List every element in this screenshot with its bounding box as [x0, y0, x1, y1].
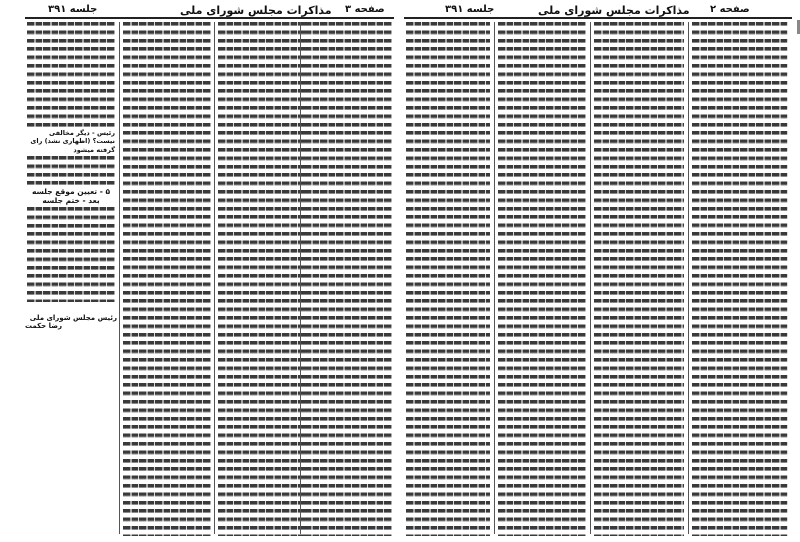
text-lines: [498, 22, 586, 536]
header-rule: [25, 17, 394, 19]
text-lines: [692, 22, 788, 536]
signature-title: رئیس مجلس شورای ملی: [29, 314, 117, 322]
page-title: مذاکرات مجلس شورای ملی: [538, 4, 690, 17]
column-divider: [300, 22, 301, 534]
text-column: [302, 22, 394, 536]
column-divider: [214, 22, 215, 534]
column-divider: [590, 22, 591, 534]
page-number: صفحه ۳: [345, 4, 385, 15]
text-lines: [304, 22, 392, 536]
text-column: [121, 22, 213, 536]
text-lines: [123, 22, 211, 536]
text-column: [216, 22, 308, 536]
column-divider: [119, 22, 120, 534]
signature-block: [25, 314, 117, 330]
text-column: [496, 22, 588, 536]
vote-paragraph: رئیس - دیگر مخالفی نیست؟ (اظهاری نشد) رای گرفته میشود: [27, 129, 115, 154]
text-lines: [406, 22, 490, 536]
text-column: [592, 22, 686, 536]
text-lines: [218, 22, 306, 536]
page-number: صفحه ۲: [710, 4, 750, 15]
text-column: [690, 22, 790, 536]
text-column: [25, 22, 117, 310]
session-number: جلسه ۳۹۱: [445, 4, 495, 15]
signature-name: رضا حکمت: [25, 322, 63, 330]
column-divider: [688, 22, 689, 534]
column-divider: [494, 22, 495, 534]
right-page: [400, 0, 800, 542]
section-heading: ۵ - تعیین موقع جلسه بعد - ختم جلسه: [27, 188, 115, 205]
text-lines: [594, 22, 684, 536]
text-lines: [27, 22, 115, 127]
text-column: [404, 22, 492, 536]
text-lines: [27, 156, 115, 186]
text-lines: [27, 207, 115, 302]
header-rule: [404, 17, 792, 19]
session-number: جلسه ۳۹۱: [48, 4, 98, 15]
page-title: مذاکرات مجلس شورای ملی: [180, 4, 332, 17]
